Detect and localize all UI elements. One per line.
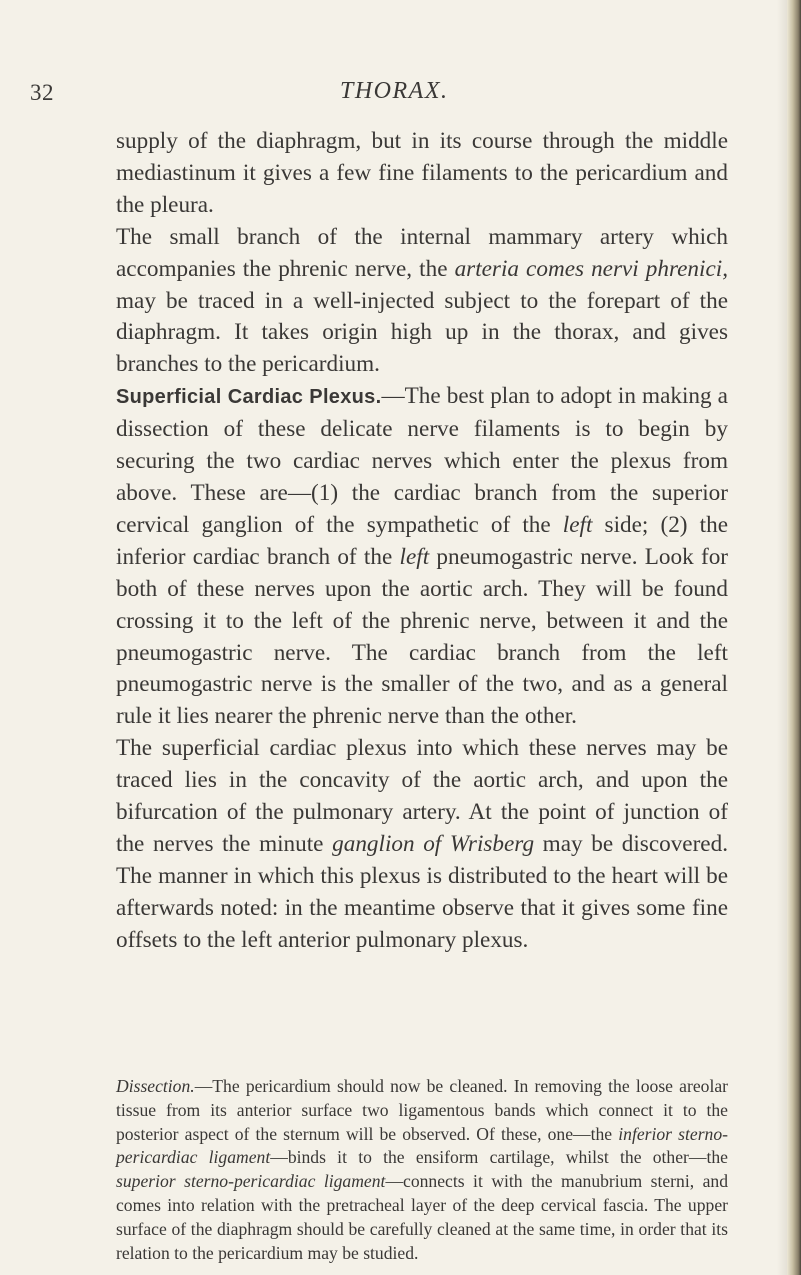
paragraph-3 bbox=[116, 381, 728, 733]
page-number: 32 bbox=[30, 80, 54, 105]
dissection-paragraph bbox=[116, 1075, 728, 1265]
paragraph-4-text: The superficial cardiac plexus into which these nerves may be traced lies in the concavity of the aortic arch, and upon the bifurcation of the pulmonary artery. At the point of junction of the nerves the minute bbox=[116, 735, 728, 857]
term-inferior-ligament: inferior sterno-pericardiac ligament bbox=[116, 1123, 728, 1168]
paragraph-1-text: supply of the diaphragm, but in its course through the middle mediastinum it gives a few fine filaments to the pericardium and the pleura. bbox=[116, 128, 728, 218]
paragraph-1 bbox=[116, 126, 728, 222]
emphasis-left-1: left bbox=[562, 511, 593, 538]
dissection-text: —The pericardium should now be cleaned. In removing the loose areolar tissue from its anterior surface two ligamentous bands which connect it to the posterior aspect of the sternum will be observed. Of these, one—the bbox=[116, 1076, 728, 1144]
page-edge bbox=[787, 0, 801, 1275]
term-superior-ligament: superior sterno-pericardiac ligament bbox=[116, 1171, 386, 1192]
paragraph-2-text-cont: may be traced in a well-injected subject to the forepart of the diaphragm. It takes origin high up in the thorax, and gives branches to the pericardium. bbox=[116, 287, 728, 378]
dissection-text-end: —connects it with the manubrium sterni, and comes into relation with the pretracheal layer of the deep cervical fascia. The upper surface of the diaphragm should be carefully cleaned at the same time, in order that its relation to the pericardium may be studied. bbox=[116, 1171, 728, 1263]
paragraph-2 bbox=[116, 222, 728, 382]
term-ganglion-of-wrisberg: ganglion of Wrisberg bbox=[332, 830, 535, 857]
section-heading-superficial-cardiac-plexus: Superficial Cardiac Plexus. bbox=[116, 386, 382, 409]
dissection-text-cont: —binds it to the ensiform cartilage, whilst the other—the bbox=[270, 1147, 728, 1168]
paragraph-4 bbox=[116, 733, 728, 956]
paragraph-4-text-cont: may be discovered. The manner in which this plexus is distributed to the heart will be afterwards noted: in the meantime observe that it gives some fine offsets to the left anterior pulmonary plexus. bbox=[116, 830, 728, 953]
paragraph-2-text: The small branch of the internal mammary artery which accompanies the phrenic nerve, the bbox=[116, 223, 728, 282]
main-text bbox=[116, 126, 728, 957]
latin-term-arteria: arteria comes nervi phrenici, bbox=[454, 255, 728, 282]
paragraph-3-text-end: pneumogastric nerve. Look for both of these nerves upon the aortic arch. They will be found crossing it to the left of the phrenic nerve, between it and the pneumogastric nerve. The cardiac branch from the left pneumogastric nerve is the smaller of the two, and as a general rule it lies nearer the phrenic nerve than the other. bbox=[116, 543, 729, 730]
dissection-note bbox=[116, 1075, 728, 1265]
dissection-label: Dissection. bbox=[116, 1076, 195, 1096]
page-header bbox=[0, 78, 801, 110]
paragraph-3-text: —The best plan to adopt in making a dissection of these delicate nerve filaments is to begin by securing the two cardiac nerves which enter the plexus from above. These are—(1) the cardiac branch from the superior cervical ganglion of the sympathetic of the bbox=[116, 383, 728, 538]
emphasis-left-2: left bbox=[399, 543, 430, 570]
running-head: THORAX. bbox=[340, 78, 449, 104]
paragraph-3-text-cont: side; (2) the inferior cardiac branch of the bbox=[116, 511, 728, 570]
binding-shadow bbox=[777, 0, 787, 1275]
